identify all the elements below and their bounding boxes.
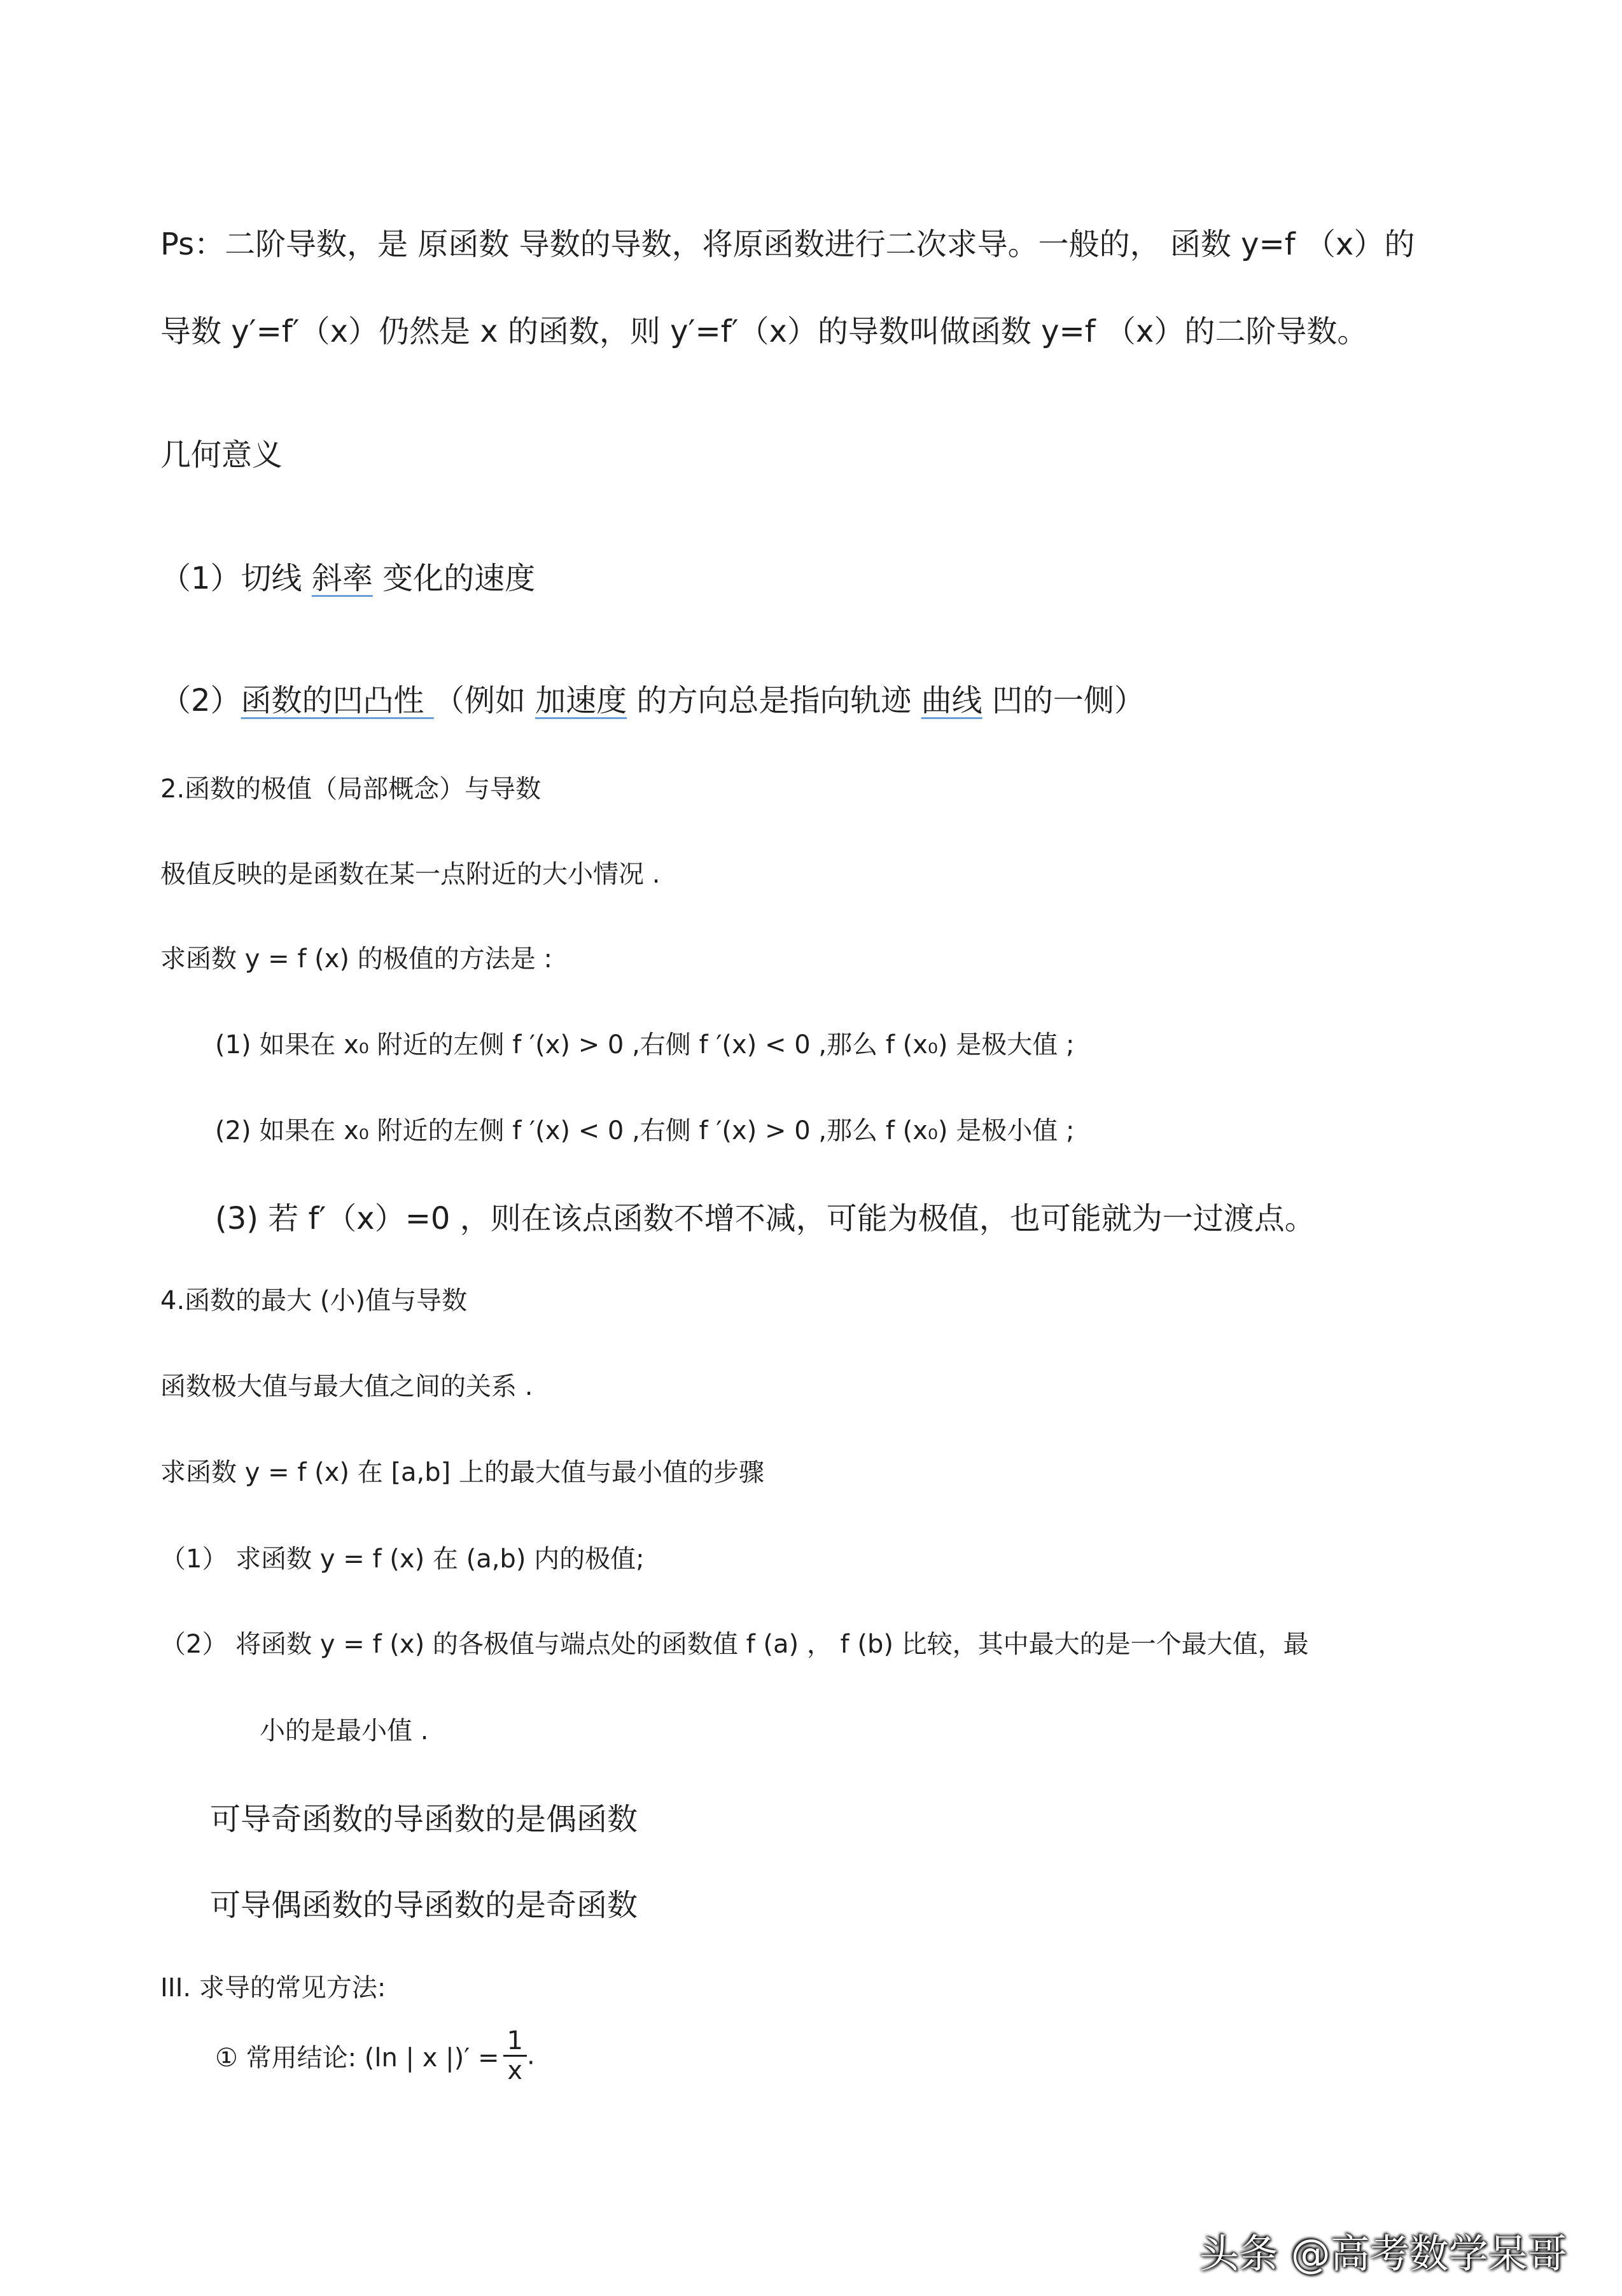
parity-odd: 可导奇函数的导函数的是偶函数 [210,1802,638,1837]
maxmin-steps-intro: 求函数 y = f (x) 在 [a,b] 上的最大值与最小值的步骤 [160,1458,764,1487]
maxmin-step-2-line-2: 小的是最小值 . [260,1716,429,1746]
convexity-link[interactable]: 函数的凹凸性 [241,683,434,718]
maxmin-heading: 4.函数的最大 (小)值与导数 [160,1286,468,1315]
extremum-rule-3: (3) 若 f′（x）=0 ，则在该点函数不增不减，可能为极值，也可能就为一过渡点。 [215,1201,1315,1236]
geometry-item-1: （1）切线 斜率 变化的速度 [160,561,536,596]
maxmin-relation: 函数极大值与最大值之间的关系 . [160,1372,533,1401]
extremum-desc: 极值反映的是函数在某一点附近的大小情况 . [160,860,661,889]
extremum-method: 求函数 y = f (x) 的极值的方法是 : [160,944,552,974]
fraction-denominator: x [507,2056,523,2085]
extremum-heading: 2.函数的极值（局部概念）与导数 [160,774,542,804]
geometry-item-2: （2）函数的凹凸性 （例如 加速度 的方向总是指向轨迹 曲线 凹的一侧） [160,683,1145,718]
fraction [503,2027,527,2085]
methods-conclusion: ① 常用结论: (ln | x |)′ = $\frac{1}{x}$ . [215,2026,535,2085]
ps-line-1: Ps：二阶导数，是 原函数 导数的导数，将原函数进行二次求导。一般的， 函数 y=f （x）的 [160,227,1415,262]
maxmin-step-2-line-1: （2） 将函数 y = f (x) 的各极值与端点处的函数值 f (a) ， f (b) 比较，其中最大的是一个最大值，最 [160,1630,1309,1659]
watermark: 头条 @高考数学呆哥 [1199,2230,1567,2277]
maxmin-step-1: （1） 求函数 y = f (x) 在 (a,b) 内的极值; [160,1544,645,1574]
extremum-rule-1: (1) 如果在 x₀ 附近的左侧 f ′(x) > 0 ,右侧 f ′(x) < 0 ,那么 f (x₀) 是极大值 ; [215,1030,1075,1060]
slope-link[interactable]: 斜率 [311,561,373,596]
curve-link[interactable]: 曲线 [921,683,982,718]
methods-heading: III. 求导的常见方法: [160,1973,386,2003]
fraction-numerator: 1 [503,2027,527,2057]
parity-even: 可导偶函数的导函数的是奇函数 [210,1887,638,1923]
acceleration-link[interactable]: 加速度 [535,683,627,718]
geometry-heading: 几何意义 [160,437,283,473]
ps-line-2: 导数 y′=f′（x）仍然是 x 的函数，则 y′=f′（x）的导数叫做函数 y=f （x）的二阶导数。 [160,314,1368,349]
extremum-rule-2: (2) 如果在 x₀ 附近的左侧 f ′(x) < 0 ,右侧 f ′(x) > 0 ,那么 f (x₀) 是极小值 ; [215,1116,1075,1145]
